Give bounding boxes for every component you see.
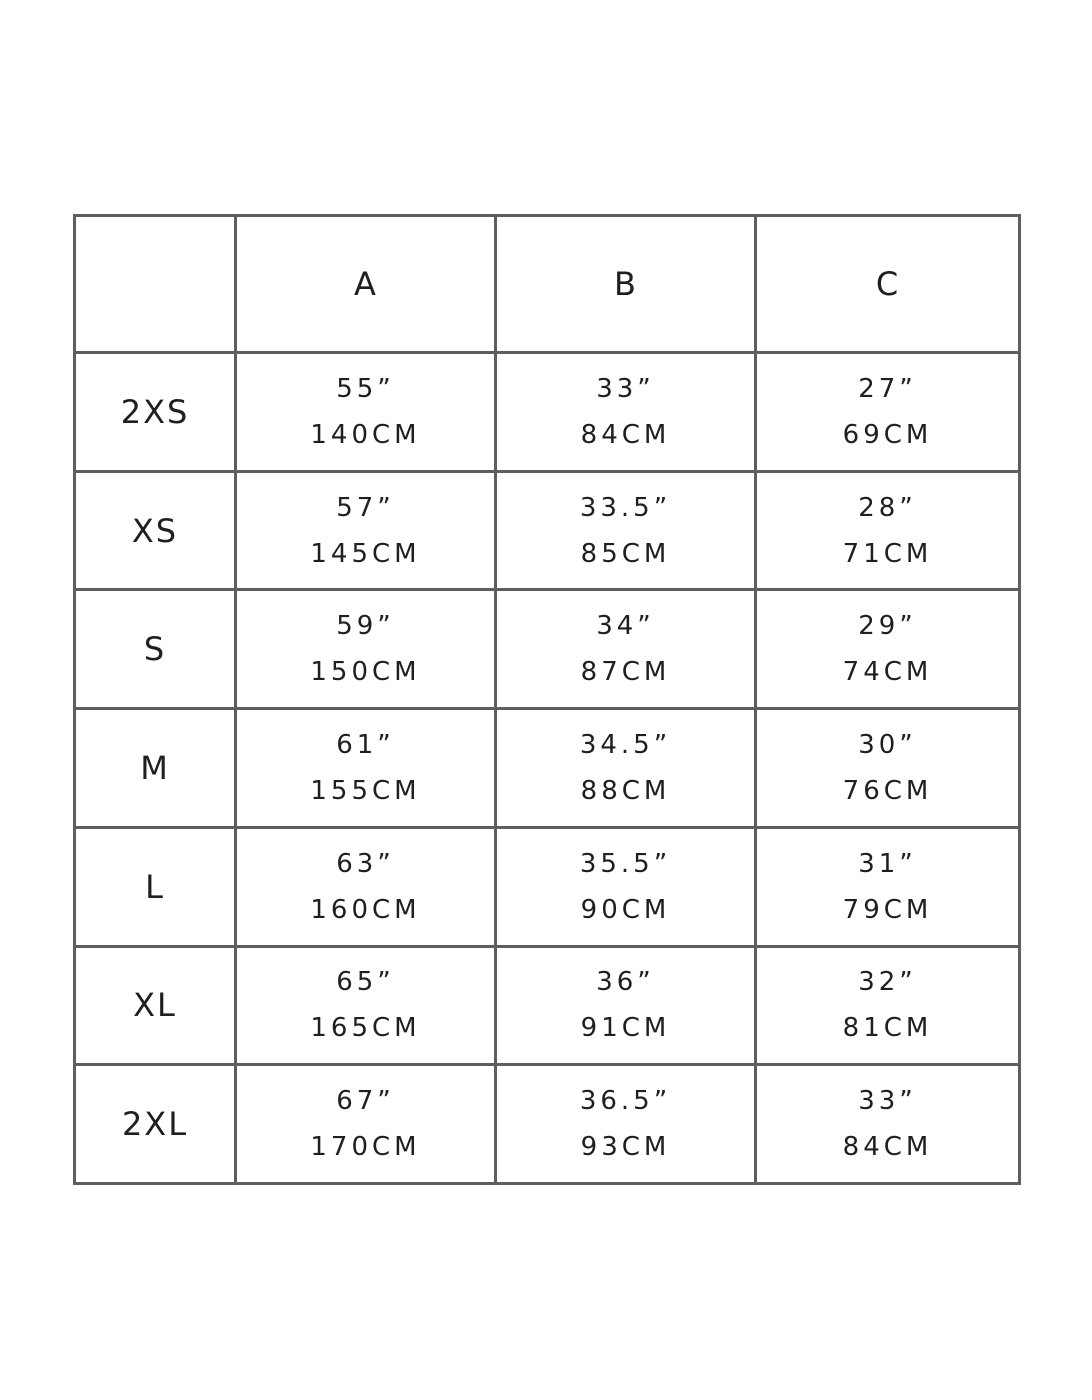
header-cell-corner — [75, 216, 236, 353]
inch-value: 31” — [858, 848, 917, 879]
measurement-cell-b — [496, 709, 756, 828]
inch-value: 55” — [336, 373, 395, 404]
measurement-cell-b — [496, 471, 756, 590]
table-row — [75, 946, 1020, 1065]
measurement-cell-a — [236, 1065, 496, 1184]
inch-value: 65” — [336, 967, 395, 998]
cm-value: 84CM — [842, 1132, 933, 1163]
measurement-cell-c — [756, 471, 1020, 590]
table-row — [75, 590, 1020, 709]
measurement-cell-a — [236, 590, 496, 709]
cm-value: 76CM — [842, 775, 933, 806]
inch-value: 61” — [336, 729, 395, 760]
size-chart-table — [73, 214, 1021, 1185]
cm-value: 140CM — [310, 419, 421, 450]
inch-value: 33” — [858, 1086, 917, 1117]
inch-value: 33.5” — [579, 492, 672, 523]
header-cell-b: B — [496, 216, 756, 353]
inch-value: 32” — [858, 967, 917, 998]
cm-value: 85CM — [580, 538, 671, 569]
measurement-cell-c — [756, 353, 1020, 472]
cm-value: 90CM — [580, 894, 671, 925]
measurement-cell-a — [236, 471, 496, 590]
size-label: 2XL — [75, 1065, 236, 1184]
measurement-cell-b — [496, 590, 756, 709]
cm-value: 88CM — [580, 775, 671, 806]
inch-value: 63” — [336, 848, 395, 879]
table-row — [75, 471, 1020, 590]
measurement-cell-a — [236, 946, 496, 1065]
size-label: XL — [75, 946, 236, 1065]
size-label: S — [75, 590, 236, 709]
header-cell-c: C — [756, 216, 1020, 353]
table-row — [75, 1065, 1020, 1184]
measurement-cell-c — [756, 827, 1020, 946]
cm-value: 74CM — [842, 657, 933, 688]
measurement-cell-c — [756, 946, 1020, 1065]
inch-value: 36.5” — [579, 1086, 672, 1117]
cm-value: 160CM — [310, 894, 421, 925]
cm-value: 145CM — [310, 538, 421, 569]
cm-value: 150CM — [310, 657, 421, 688]
inch-value: 30” — [858, 729, 917, 760]
inch-value: 28” — [858, 492, 917, 523]
inch-value: 29” — [858, 611, 917, 642]
table-row — [75, 709, 1020, 828]
inch-value: 34.5” — [579, 729, 672, 760]
cm-value: 91CM — [580, 1013, 671, 1044]
inch-value: 36” — [596, 967, 655, 998]
cm-value: 69CM — [842, 419, 933, 450]
cm-value: 93CM — [580, 1132, 671, 1163]
cm-value: 170CM — [310, 1132, 421, 1163]
cm-value: 87CM — [580, 657, 671, 688]
size-label: 2XS — [75, 353, 236, 472]
cm-value: 79CM — [842, 894, 933, 925]
measurement-cell-c — [756, 590, 1020, 709]
inch-value: 59” — [336, 611, 395, 642]
cm-value: 84CM — [580, 419, 671, 450]
inch-value: 27” — [858, 373, 917, 404]
measurement-cell-c — [756, 1065, 1020, 1184]
inch-value: 67” — [336, 1086, 395, 1117]
size-label: M — [75, 709, 236, 828]
measurement-cell-b — [496, 827, 756, 946]
inch-value: 35.5” — [579, 848, 672, 879]
table-row — [75, 827, 1020, 946]
cm-value: 71CM — [842, 538, 933, 569]
measurement-cell-a — [236, 353, 496, 472]
cm-value: 81CM — [842, 1013, 933, 1044]
inch-value: 57” — [336, 492, 395, 523]
measurement-cell-b — [496, 946, 756, 1065]
inch-value: 34” — [596, 611, 655, 642]
cm-value: 155CM — [310, 775, 421, 806]
table-row — [75, 353, 1020, 472]
header-row — [75, 216, 1020, 353]
cm-value: 165CM — [310, 1013, 421, 1044]
measurement-cell-b — [496, 353, 756, 472]
measurement-cell-a — [236, 709, 496, 828]
measurement-cell-b — [496, 1065, 756, 1184]
inch-value: 33” — [596, 373, 655, 404]
measurement-cell-c — [756, 709, 1020, 828]
size-label: XS — [75, 471, 236, 590]
measurement-cell-a — [236, 827, 496, 946]
header-cell-a: A — [236, 216, 496, 353]
size-label: L — [75, 827, 236, 946]
